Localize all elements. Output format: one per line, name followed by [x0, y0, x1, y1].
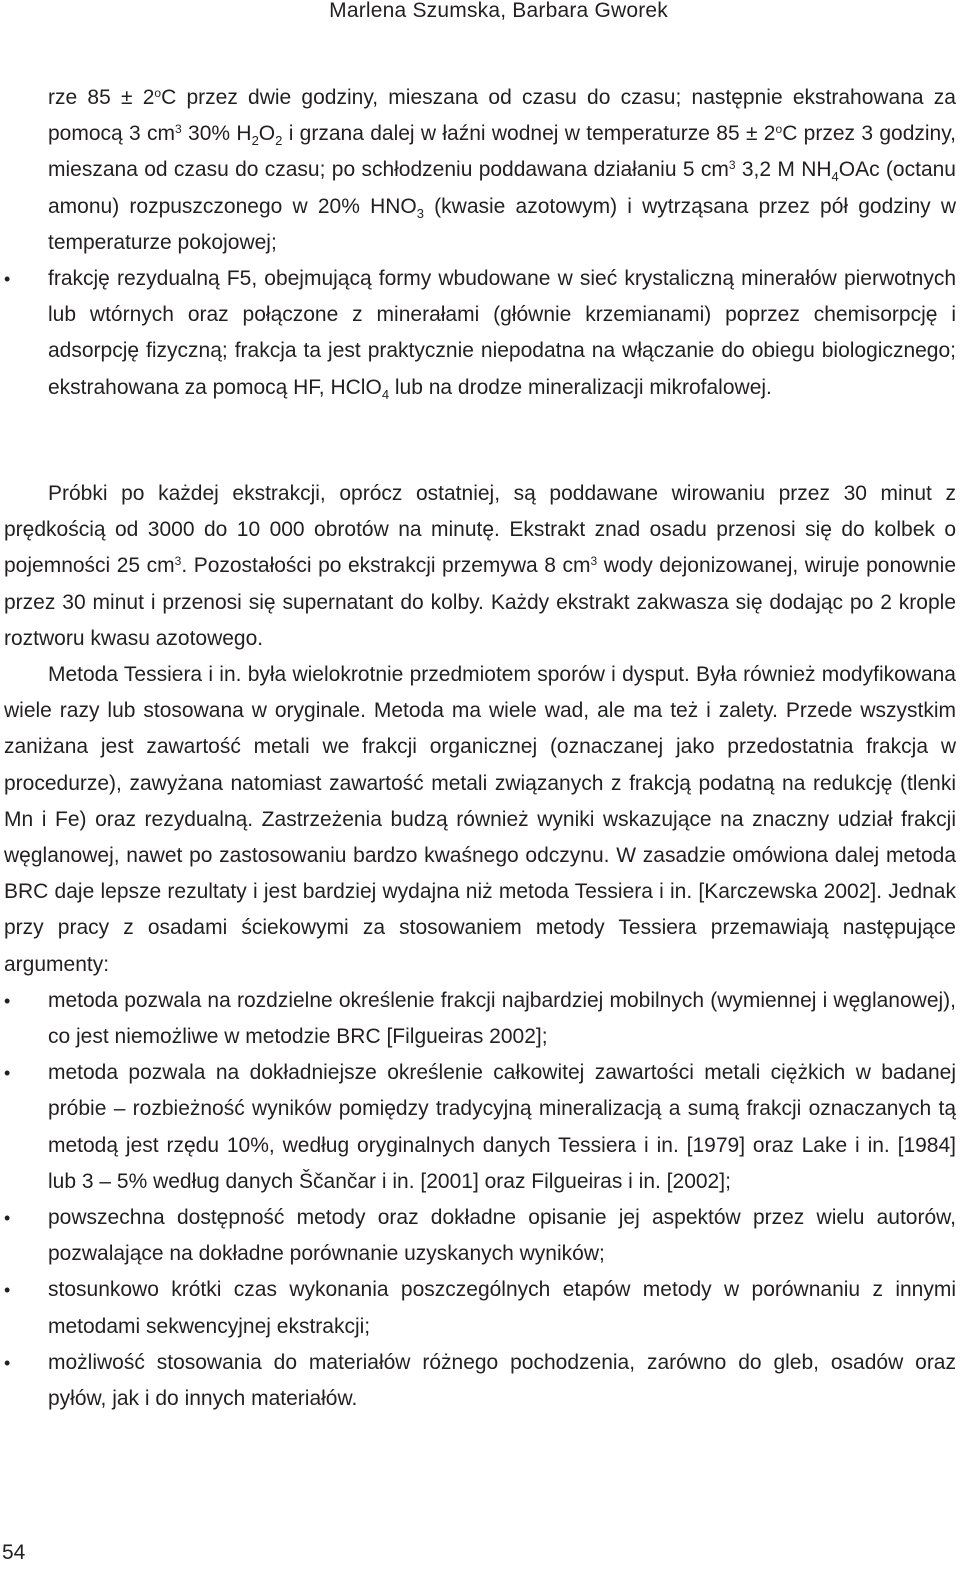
list-item — [4, 1272, 956, 1344]
body-text-block — [4, 476, 956, 1417]
list-item — [4, 261, 956, 406]
text-run: Próbki po każdej ekstrakcji, oprócz ostatniej, są poddawane wirowaniu przez 30 minut z prędkością od 3000 do 10 000 obrotów na minutę. Ekstrakt znad osadu przenosi się do kolbek o pojemności 25 cm — [4, 482, 956, 578]
list-item-text: powszechna dostępność metody oraz dokładne opisanie jej aspektów przez wielu autorów, pozwalające na dokładne porównanie uzyskanych wyników; — [48, 1206, 956, 1266]
running-header: Marlena Szumska, Barbara Gworek — [329, 0, 668, 22]
text-run: i grzana dalej w łaźni wodnej w temperaturze 85 ± 2 — [282, 122, 776, 146]
page-number: 54 — [2, 1541, 26, 1564]
subscript: 2 — [275, 133, 283, 149]
text-run: 3,2 M NH — [735, 158, 832, 182]
superscript: o — [775, 122, 783, 137]
text-run: frakcję rezydualną F5, obejmującą formy wbudowane w sieć krystaliczną minerałów pierwotnych lub wtórnych oraz połączone z minerałami (głównie krzemianami) poprzez chemisorpcję i adsorpcję fizyczną; frakcja ta jest praktycznie niepodatna na włączanie do obiegu biologicznego; ekstrahowana za pomocą HF, HClO — [48, 267, 956, 399]
paragraph: Metoda Tessiera i in. była wielokrotnie przedmiotem sporów i dysput. Była również modyfikowana wiele razy lub stosowana w oryginale. Metoda ma wiele wad, ale ma też i zalety. Przede wszystkim zaniżana jest zawartość metali we frakcji organicznej (oznaczanej jako przedostatnia frakcja w procedurze), zawyżana natomiast zawartość metali związanych z frakcją podatną na redukcję (tlenki Mn i Fe) oraz rezydualną. Zastrzeżenia budzą również wyniki wskazujące na znaczny udział frakcji węglanowej, nawet po zastosowaniu bardzo kwaśnego odczynu. W zasadzie omówiona dalej metoda BRC daje lepsze rezultaty i jest bardziej wydajna niż metoda Tessiera i in. [Karczewska 2002]. Jednak przy pracy z osadami ściekowymi za stosowaniem metody Tessiera przemawiają następujące argumenty: — [4, 663, 956, 976]
superscript: 3 — [175, 122, 182, 137]
text-run: . Pozostałości po ekstrakcji przemywa 8 cm — [181, 554, 591, 578]
list-item-text: metoda pozwala na rozdzielne określenie frakcji najbardziej mobilnych (wymiennej i węglanowej), co jest niemożliwe w metodzie BRC [Filgueiras 2002]; — [48, 988, 956, 1049]
subscript: 2 — [251, 133, 259, 149]
list-item-text: metoda pozwala na dokładniejsze określenie całkowitej zawartości metali ciężkich w badanej próbie – rozbieżność wyników pomiędzy tradycyjną mineralizacją a sumą frakcji oznaczanych tą metodą jest rzędu 10%, według oryginalnych danych Tessiera i in. [1979] oraz Lake i in. [1984] lub 3 – 5% według danych Ščančar i in. [2001] oraz Filgueiras i in. [2002]; — [48, 1061, 956, 1193]
argument-list — [4, 983, 956, 1417]
text-run: wody dejonizowanej, wiruje ponownie przez 30 minut i przenosi się supernatant do kolby. Każdy ekstrakt zakwasza się dodając po 2 krople roztworu kwasu azotowego. — [4, 554, 957, 650]
bullet-symbol: • — [4, 1208, 11, 1229]
paragraph — [4, 476, 956, 657]
text-run: O — [258, 122, 276, 146]
list-item — [4, 1055, 956, 1200]
bullet-symbol: • — [4, 1352, 11, 1373]
list-item — [4, 1200, 956, 1272]
list-item — [4, 1345, 956, 1417]
list-item-text: stosunkowo krótki czas wykonania poszczególnych etapów metody w porównaniu z innymi metodami sekwencyjnej ekstrakcji; — [48, 1278, 956, 1338]
bullet-symbol: • — [4, 1063, 11, 1084]
text-run: C przez 3 godziny, mieszana od czasu do czasu; po schłodzeniu poddawana działaniu 5 cm — [48, 122, 957, 182]
fraction-list — [4, 261, 956, 406]
subscript: 3 — [416, 205, 424, 221]
text-run: lub na drodze mineralizacji mikrofalowej. — [389, 375, 772, 399]
superscript: o — [154, 86, 162, 100]
list-item-text: możliwość stosowania do materiałów różnego pochodzenia, zarówno do gleb, osadów oraz pyłów, jak i do innych materiałów. — [48, 1350, 956, 1411]
superscript: 3 — [174, 554, 182, 569]
superscript: 3 — [728, 158, 736, 173]
bullet-symbol: • — [4, 269, 11, 290]
text-run: (kwasie azotowym) i wytrząsana przez pół godziny w temperaturze pokojowej; — [48, 194, 956, 254]
bullet-symbol: • — [4, 990, 11, 1011]
bullet-symbol: • — [4, 1280, 11, 1301]
text-run: C przez dwie godziny, mieszana od czasu do czasu; następnie ekstrahowana za pomocą 3 cm — [48, 86, 956, 146]
subscript: 4 — [831, 169, 839, 185]
superscript: 3 — [590, 554, 598, 569]
text-run: rze 85 ± 2 — [48, 86, 155, 109]
subscript: 4 — [381, 386, 390, 402]
list-item-continuation — [4, 80, 956, 261]
list-continuation-block — [4, 80, 956, 406]
text-run: 30% H — [181, 122, 252, 146]
text-run: OAc (octanu amonu) rozpuszczonego w 20% HNO — [48, 158, 956, 218]
list-item — [4, 983, 956, 1055]
